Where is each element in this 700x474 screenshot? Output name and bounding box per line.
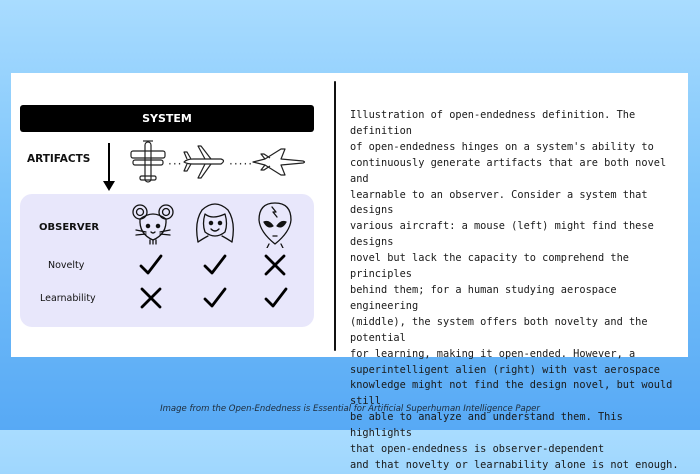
- observer-label: OBSERVER: [39, 222, 100, 233]
- caption-text: Illustration of open-endedness definition. The definition of open-endedness hinges on a system's ability to continuously generate artifacts that are both novel and learnable to an observer. Consider a system that designs various aircraft: a mouse (left) might find these designs novel but lack the capacity to comprehend the principles behind them; for a human studying aerospace engineering (middle), the system offers both novelty and the potential for learning, making it open-ended. However, a superintelligent alien (right) with vast aerospace knowledge might not find the design novel, but would still be able to analyze and understand them. This highlights that open-endedness is observer-dependent and that novelty or learnability alone is not enough.: [350, 109, 679, 471]
- check-icon: [138, 252, 164, 278]
- mouse-icon: [131, 202, 175, 246]
- check-icon: [202, 285, 228, 311]
- image-credit: Image from the Open-Endedness is Essential for Artificial Superhuman Intelligence Paper: [160, 404, 540, 414]
- check-icon: [202, 252, 228, 278]
- down-arrow-icon: [101, 141, 117, 193]
- learnability-label: Learnability: [40, 293, 96, 304]
- novelty-label: Novelty: [48, 260, 85, 271]
- cross-icon: [139, 286, 163, 310]
- biplane-icon: [129, 139, 167, 185]
- cross-icon: [263, 253, 287, 277]
- artifacts-label: ARTIFACTS: [27, 153, 91, 165]
- jet-icon: [251, 145, 307, 179]
- check-icon: [263, 285, 289, 311]
- dots-2: ·····: [229, 157, 254, 171]
- alien-icon: [255, 200, 295, 248]
- airliner-icon: [181, 143, 227, 181]
- observer-panel: [20, 194, 314, 327]
- dots-1: ···: [168, 157, 183, 171]
- system-bar: [20, 105, 314, 132]
- system-label: SYSTEM: [142, 112, 192, 125]
- divider: [334, 81, 336, 351]
- human-icon: [192, 200, 238, 246]
